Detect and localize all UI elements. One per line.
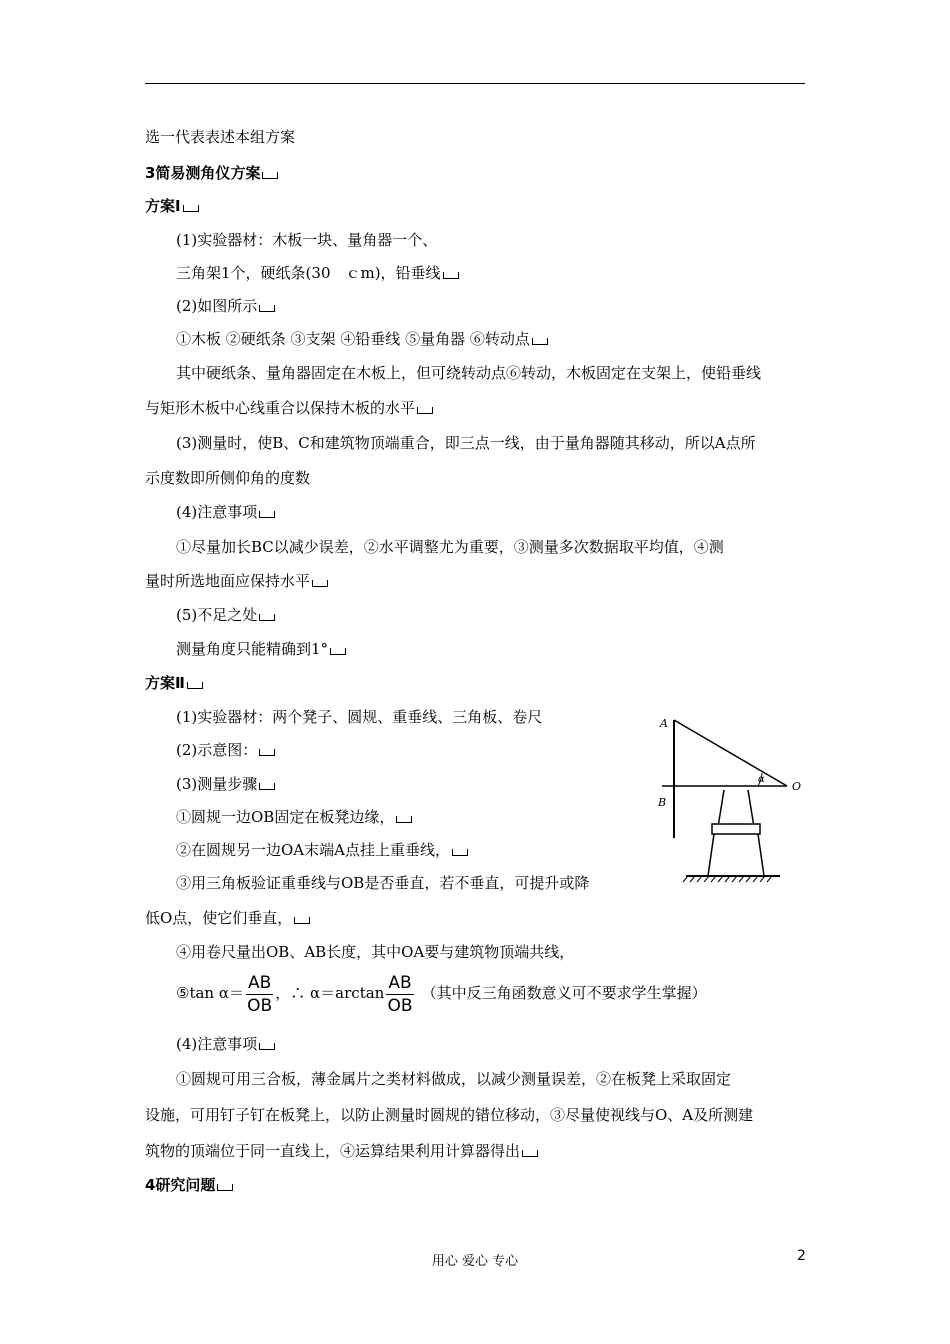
line-text: (4)注意事项	[176, 503, 258, 521]
label-a: A	[660, 717, 668, 730]
paragraph-mark-icon	[262, 172, 278, 179]
line-text: 低O点，使它们垂直，	[145, 909, 293, 927]
text-line	[176, 503, 275, 521]
line-text: 选一代表表述本组方案	[145, 128, 296, 146]
fraction-ab-ob-2	[386, 972, 413, 1017]
line-text: ①圆规可用三合板，薄金属片之类材料做成，以减少测量误差，②在板凳上采取固定	[176, 1070, 732, 1088]
text-line	[145, 1142, 538, 1160]
text-line	[145, 197, 199, 215]
text-line	[176, 264, 459, 282]
text-line	[145, 164, 278, 182]
line-text: ①尽量加长BC以减少误差，②水平调整尤为重要，③测量多次数据取平均值，④测	[176, 538, 724, 556]
text-line	[176, 640, 346, 658]
line-text: 其中硬纸条、量角器固定在木板上，但可绕转动点⑥转动，木板固定在支架上，使铅垂线	[176, 364, 762, 382]
formula-middle: ，∴ α＝arctan	[275, 984, 385, 1002]
paragraph-mark-icon	[183, 205, 199, 212]
paragraph-mark-icon	[259, 614, 275, 621]
text-line	[176, 434, 756, 452]
line-text: (2)示意图：	[176, 741, 258, 759]
paragraph-mark-icon	[187, 682, 203, 689]
line-text: 量时所选地面应保持水平	[145, 572, 311, 590]
page-number: 2	[797, 1248, 806, 1264]
line-text: 三角架1个，硬纸条(30 ｃm)，铅垂线	[176, 264, 441, 282]
text-line	[176, 330, 548, 348]
paragraph-mark-icon	[312, 580, 328, 587]
header-rule	[145, 83, 805, 84]
line-text: (3)测量时，使B、C和建筑物顶端重合，即三点一线，由于量角器随其移动，所以A点所	[176, 434, 756, 452]
text-line	[145, 128, 295, 146]
line-text: ④用卷尺量出OB、AB长度，其中OA要与建筑物顶端共线，	[176, 943, 575, 961]
line-text: (1)实验器材：木板一块、量角器一个、	[176, 231, 438, 249]
text-line	[176, 741, 275, 759]
fraction-denominator: OB	[387, 995, 413, 1016]
text-line	[145, 399, 433, 417]
line-text: 方案Ⅱ	[145, 674, 185, 692]
text-line	[176, 364, 761, 382]
paragraph-mark-icon	[259, 1043, 275, 1050]
text-line	[176, 231, 437, 249]
paragraph-mark-icon	[259, 783, 275, 790]
paragraph-mark-icon	[259, 305, 275, 312]
formula-prefix: ⑤tan α＝	[176, 984, 244, 1002]
paragraph-mark-icon	[522, 1150, 538, 1157]
page-footer: 用心 爱心 专心	[431, 1254, 519, 1269]
line-text: ③用三角板验证重垂线与OB是否垂直，若不垂直，可提升或降	[176, 874, 590, 892]
line-text: 方案Ⅰ	[145, 197, 181, 215]
line-text: (4)注意事项	[176, 1035, 258, 1053]
measuring-diagram	[652, 710, 802, 890]
text-line	[176, 1035, 275, 1053]
text-line	[176, 808, 412, 826]
line-text: (3)测量步骤	[176, 775, 258, 793]
text-line	[176, 775, 275, 793]
text-line	[145, 572, 328, 590]
line-text: 3简易测角仪方案	[145, 164, 261, 182]
formula-suffix: （其中反三角函数意义可不要求学生掌握）	[421, 984, 707, 1002]
ground-hatch	[683, 876, 688, 882]
line-text: 4研究问题	[145, 1176, 216, 1194]
text-line	[145, 1106, 753, 1124]
fraction-numerator: AB	[247, 972, 272, 993]
line-text: ①圆规一边OB固定在板凳边缘，	[176, 808, 395, 826]
paragraph-mark-icon	[452, 849, 468, 856]
line-text: (2)如图所示	[176, 297, 258, 315]
text-line	[145, 469, 310, 487]
text-line	[145, 909, 310, 927]
label-b: B	[658, 796, 667, 809]
fraction-numerator: AB	[388, 972, 412, 993]
text-line	[145, 674, 203, 692]
text-line	[176, 708, 542, 726]
line-text: 示度数即所侧仰角的度数	[145, 469, 311, 487]
text-line	[145, 1176, 233, 1194]
line-text: (1)实验器材：两个凳子、圆规、重垂线、三角板、卷尺	[176, 708, 543, 726]
text-line	[176, 538, 724, 556]
line-text: 筑物的顶端位于同一直线上，④运算结果利用计算器得出	[145, 1142, 521, 1160]
paragraph-mark-icon	[443, 272, 459, 279]
text-line	[176, 606, 275, 624]
line-text: 测量角度只能精确到1°	[176, 640, 329, 658]
line-text: (5)不足之处	[176, 606, 258, 624]
line-text: ①木板 ②硬纸条 ③支架 ④铅垂线 ⑤量角器 ⑥转动点	[176, 330, 530, 348]
paragraph-mark-icon	[217, 1184, 233, 1191]
paragraph-mark-icon	[294, 917, 310, 924]
label-o: O	[792, 780, 802, 793]
formula-line	[176, 968, 707, 1018]
line-text: 设施，可用钉子钉在板凳上，以防止测量时圆规的错位移动，③尽量使视线与O、A及所测建	[145, 1106, 754, 1124]
fraction-ab-ob	[246, 972, 273, 1017]
text-line	[176, 841, 468, 859]
line-text: ②在圆规另一边OA末端A点挂上重垂线，	[176, 841, 450, 859]
line-text: 与矩形木板中心线重合以保持木板的水平	[145, 399, 416, 417]
fraction-denominator: OB	[247, 995, 273, 1016]
text-line	[176, 1070, 731, 1088]
label-alpha: α	[758, 774, 765, 785]
paragraph-mark-icon	[330, 648, 346, 655]
paragraph-mark-icon	[259, 749, 275, 756]
text-line	[176, 297, 275, 315]
text-line	[176, 943, 574, 961]
paragraph-mark-icon	[396, 816, 412, 823]
paragraph-mark-icon	[417, 407, 433, 414]
paragraph-mark-icon	[532, 338, 548, 345]
text-line	[176, 874, 589, 892]
paragraph-mark-icon	[259, 511, 275, 518]
